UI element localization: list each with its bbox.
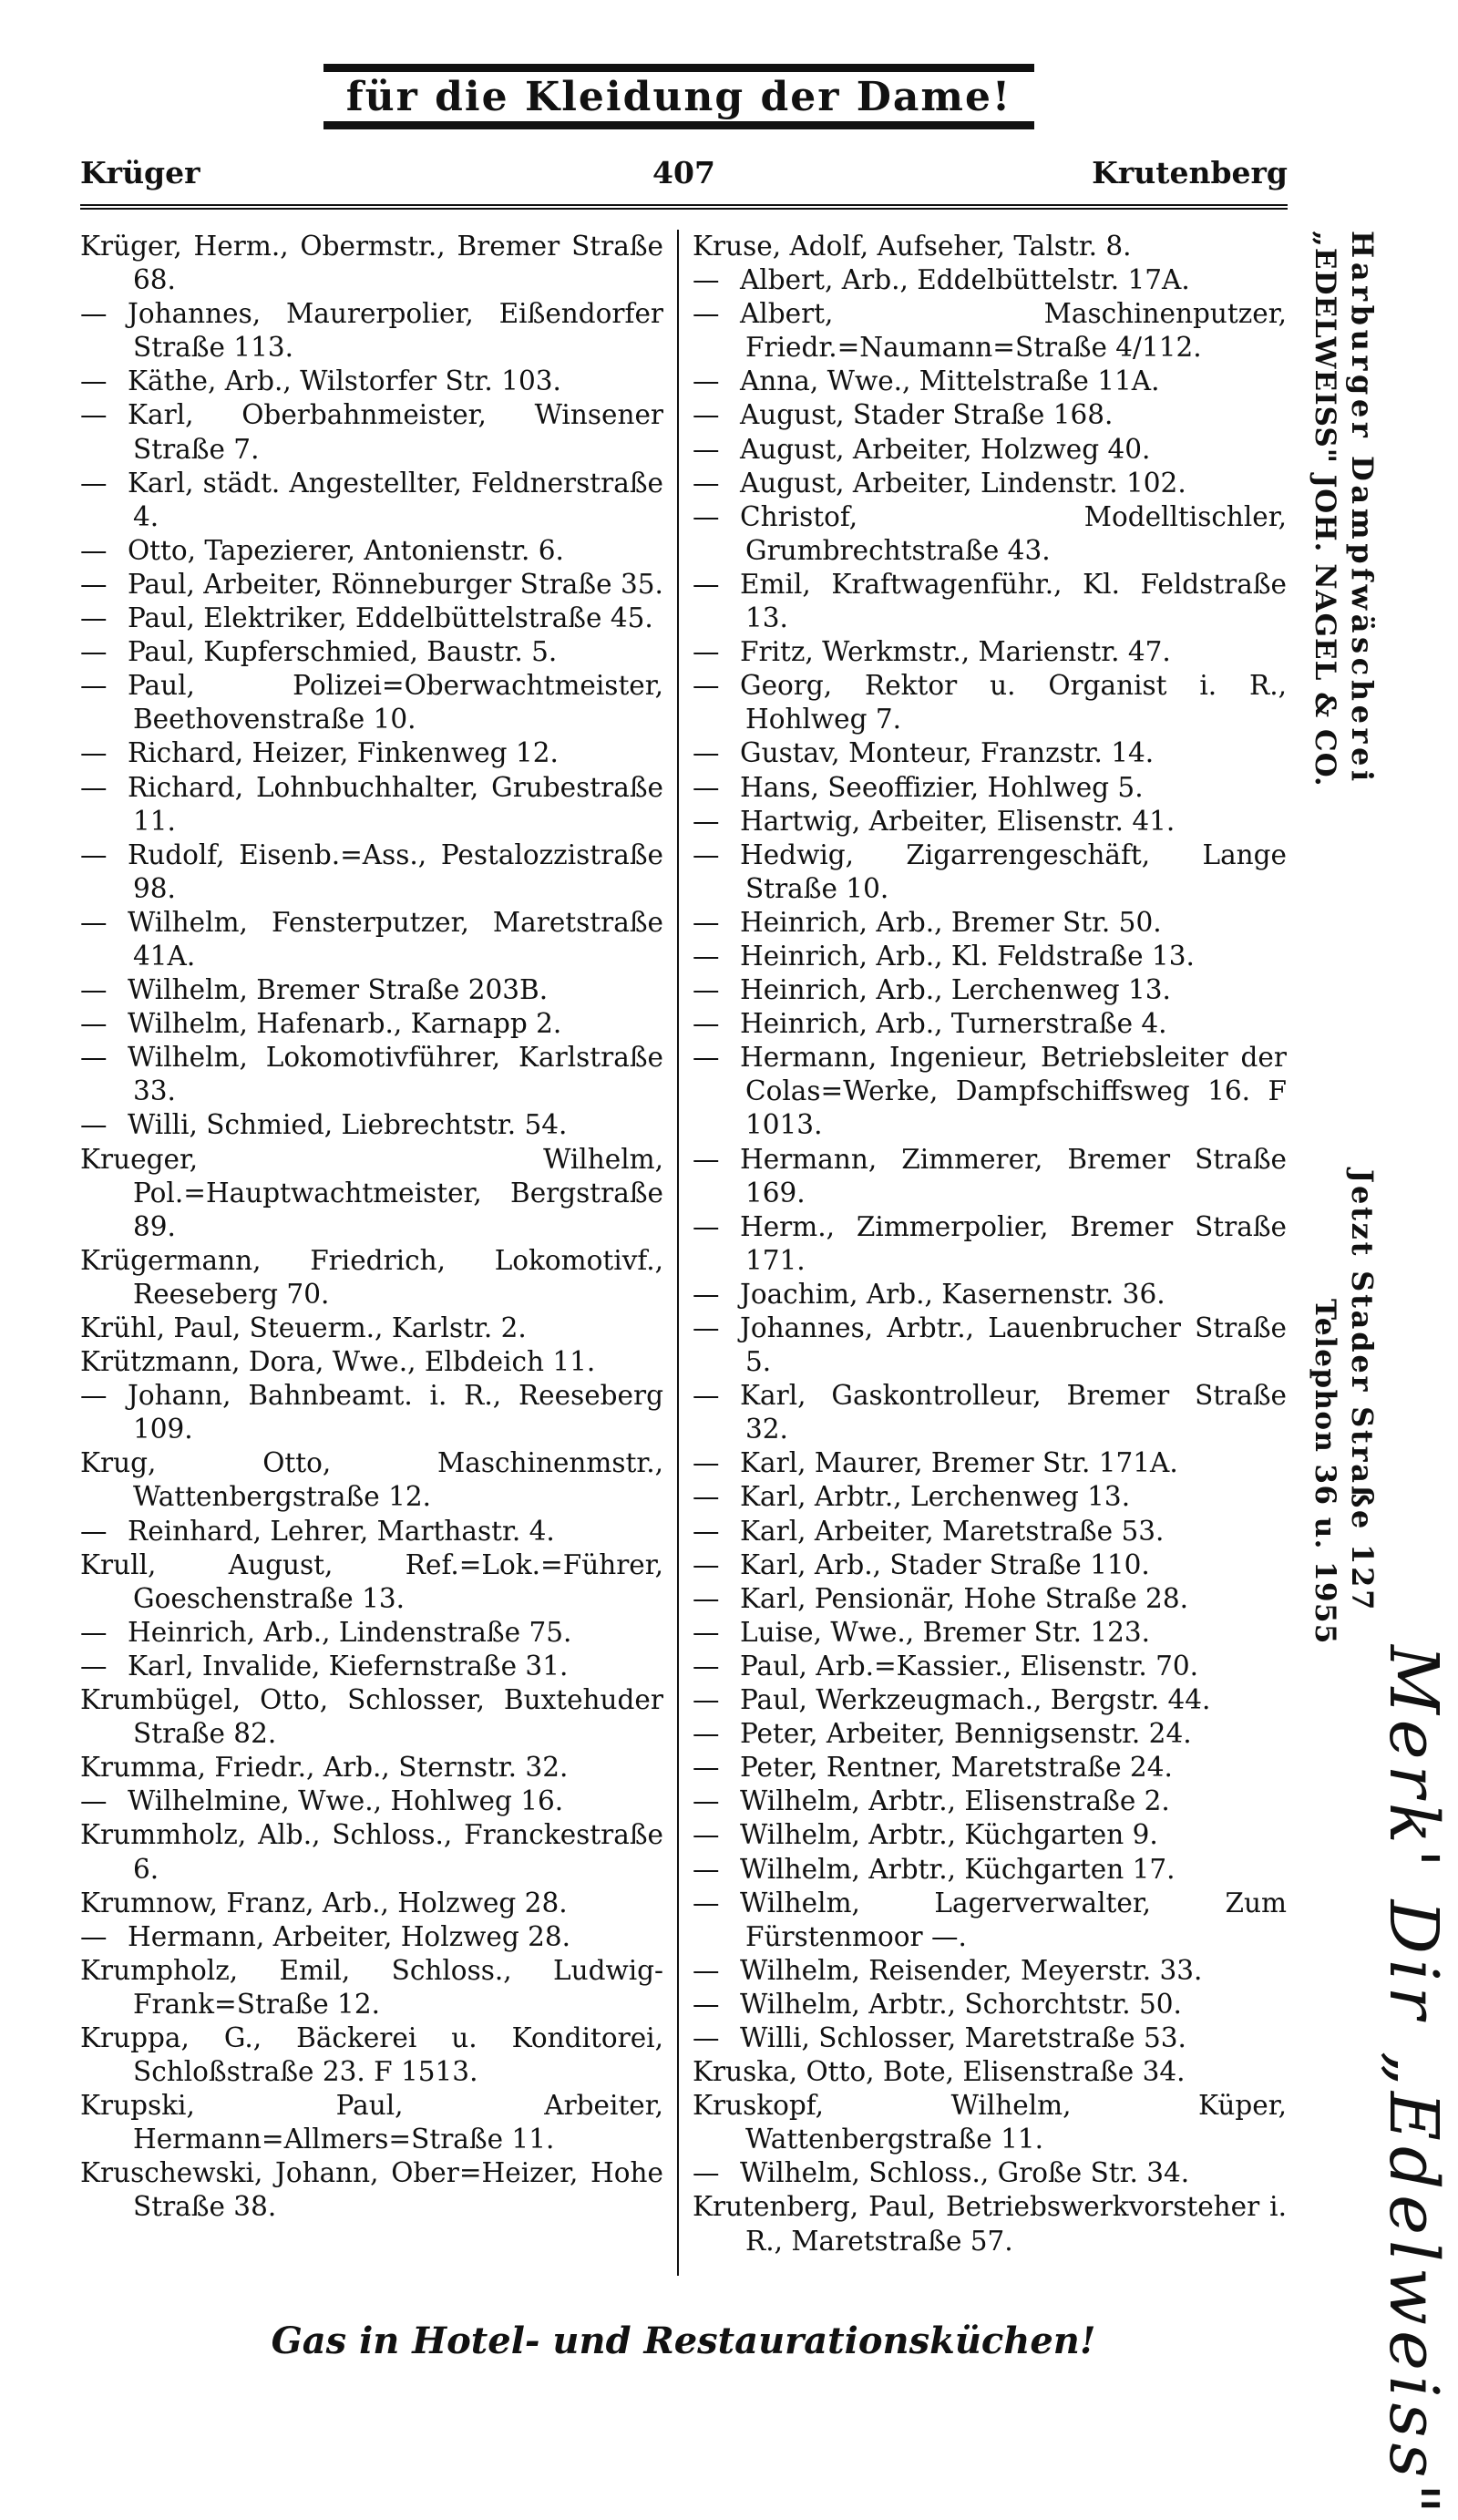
header-rule: [80, 204, 1288, 210]
entry-dash: —: [80, 1109, 108, 1141]
entry-text: Hermann, Arbeiter, Holzweg 28.: [128, 1920, 571, 1952]
side-ad-line-3: Jetzt Stader Straße 127: [1345, 1169, 1380, 1613]
directory-entry: [693, 1311, 1287, 1379]
entry-dash: —: [80, 1515, 108, 1547]
directory-entry: [693, 230, 1287, 263]
entry-text: Wilhelm, Lokomotivführer, Karlstraße 33.: [128, 1042, 663, 1107]
directory-entry: [80, 736, 663, 770]
entry-dash: —: [693, 2157, 720, 2189]
entry-text: Wilhelm, Schloss., Große Str. 34.: [740, 2157, 1190, 2189]
entry-text: Karl, Oberbahnmeister, Winsener Straße 7.: [128, 399, 663, 465]
directory-entry: [693, 1582, 1287, 1616]
directory-entry: [80, 1143, 663, 1244]
entry-text: Wilhelmine, Wwe., Hohlweg 16.: [128, 1785, 564, 1817]
entry-dash: —: [80, 534, 108, 566]
directory-entry: [693, 1548, 1287, 1582]
directory-entry: [80, 568, 663, 602]
entry-dash: —: [693, 1616, 720, 1648]
entry-text: Krühl, Paul, Steuerm., Karlstr. 2.: [80, 1312, 527, 1343]
directory-entry: [693, 838, 1287, 906]
column-divider: [677, 230, 679, 2276]
directory-entry: [693, 2156, 1287, 2190]
entry-text: Joachim, Arb., Kasernenstr. 36.: [740, 1278, 1165, 1310]
entry-text: Karl, Arbeiter, Maretstraße 53.: [740, 1515, 1165, 1547]
entry-dash: —: [693, 1819, 720, 1851]
entry-dash: —: [693, 940, 720, 972]
entry-text: Wilhelm, Hafenarb., Karnapp 2.: [128, 1008, 562, 1040]
directory-entry: [693, 940, 1287, 973]
entry-dash: —: [693, 805, 720, 837]
directory-entry: [693, 1210, 1287, 1278]
entry-dash: —: [693, 1988, 720, 2020]
entry-text: Willi, Schlosser, Maretstraße 53.: [740, 2021, 1186, 2053]
entry-dash: —: [80, 670, 108, 702]
entry-dash: —: [693, 1684, 720, 1716]
directory-entry: [80, 1108, 663, 1142]
header-first-entry: Krüger: [80, 155, 200, 190]
entry-text: August, Arbeiter, Lindenstr. 102.: [740, 467, 1186, 499]
top-advertisement: [323, 64, 1034, 129]
directory-entry: [693, 1818, 1287, 1852]
entry-dash: —: [693, 399, 720, 431]
directory-entry: [80, 1244, 663, 1311]
entry-text: Paul, Elektriker, Eddelbüttelstraße 45.: [128, 602, 653, 634]
entry-dash: —: [693, 1954, 720, 1986]
directory-entry: [80, 1515, 663, 1548]
entry-dash: —: [693, 1853, 720, 1885]
entry-text: Krumnow, Franz, Arb., Holzweg 28.: [80, 1887, 568, 1918]
directory-entry: [693, 500, 1287, 568]
entry-text: Richard, Heizer, Finkenweg 12.: [128, 737, 559, 769]
entry-dash: —: [80, 1008, 108, 1040]
entry-text: Wilhelm, Arbtr., Küchgarten 17.: [740, 1853, 1176, 1885]
entry-dash: —: [693, 1582, 720, 1614]
entry-text: August, Stader Straße 168.: [740, 399, 1114, 431]
entry-text: Krupski, Paul, Arbeiter, Hermann=Allmers=Straße 11.: [80, 2090, 663, 2155]
entry-dash: —: [693, 974, 720, 1006]
directory-entry: [693, 1446, 1287, 1480]
directory-entry: [80, 906, 663, 973]
entry-text: Heinrich, Arb., Lerchenweg 13.: [740, 974, 1171, 1006]
entry-dash: —: [693, 1380, 720, 1412]
directory-entry: [693, 1650, 1287, 1683]
entry-dash: —: [693, 1785, 720, 1817]
entry-text: Gustav, Monteur, Franzstr. 14.: [740, 737, 1155, 769]
directory-entry: [693, 1853, 1287, 1887]
directory-entry: [80, 1920, 663, 1954]
entry-dash: —: [693, 1515, 720, 1547]
entry-text: Paul, Kupferschmied, Baustr. 5.: [128, 636, 558, 668]
directory-entry: [80, 2089, 663, 2156]
entry-text: Rudolf, Eisenb.=Ass., Pestalozzistraße 98.: [128, 838, 663, 904]
entry-dash: —: [693, 737, 720, 769]
directory-entry: [80, 1379, 663, 1446]
entry-dash: —: [693, 365, 720, 397]
entry-dash: —: [80, 467, 108, 499]
entry-dash: —: [693, 2021, 720, 2053]
directory-entry: [693, 1887, 1287, 1954]
directory-entry: [693, 635, 1287, 669]
entry-dash: —: [80, 636, 108, 668]
directory-entry: [693, 1988, 1287, 2021]
entry-text: Wilhelm, Bremer Straße 203B.: [128, 974, 549, 1006]
entry-text: Christof, Modelltischler, Grumbrechtstraße 43.: [740, 500, 1287, 566]
entry-text: Krumbügel, Otto, Schlosser, Buxtehuder Straße 82.: [80, 1684, 663, 1750]
entry-dash: —: [693, 1548, 720, 1580]
entry-dash: —: [693, 906, 720, 938]
entry-text: Karl, Invalide, Kiefernstraße 31.: [128, 1650, 569, 1682]
entry-dash: —: [693, 467, 720, 499]
side-ad-line-2: „EDELWEISS" JOH. NAGEL & CO.: [1309, 231, 1341, 787]
directory-entry: [693, 1515, 1287, 1548]
entry-text: Paul, Werkzeugmach., Bergstr. 44.: [740, 1684, 1211, 1716]
entry-text: Kruse, Adolf, Aufseher, Talstr. 8.: [693, 231, 1132, 262]
directory-entry: [693, 365, 1287, 398]
entry-text: Krutenberg, Paul, Betriebswerkvorsteher i. R., Maretstraße 57.: [693, 2191, 1287, 2257]
entry-dash: —: [693, 264, 720, 296]
entry-text: Heinrich, Arb., Kl. Feldstraße 13.: [740, 940, 1195, 972]
top-advertisement-text: für die Kleidung der Dame!: [345, 73, 1012, 120]
directory-entry: [693, 805, 1287, 838]
page-number: 407: [652, 155, 715, 190]
entry-text: Karl, Arb., Stader Straße 110.: [740, 1548, 1150, 1580]
directory-entry: [80, 635, 663, 669]
entry-text: Hermann, Zimmerer, Bremer Straße 169.: [740, 1143, 1287, 1209]
directory-entry: [693, 2089, 1287, 2156]
entry-dash: —: [80, 974, 108, 1006]
entry-dash: —: [693, 1278, 720, 1310]
entry-text: Albert, Arb., Eddelbüttelstr. 17A.: [740, 264, 1190, 296]
entry-dash: —: [693, 1312, 720, 1343]
entry-text: Peter, Arbeiter, Bennigsenstr. 24.: [740, 1718, 1192, 1750]
entry-dash: —: [693, 1752, 720, 1784]
entry-text: Kruschewski, Johann, Ober=Heizer, Hohe Straße 38.: [80, 2157, 663, 2223]
entry-text: Heinrich, Arb., Bremer Str. 50.: [740, 906, 1162, 938]
entry-text: Willi, Schmied, Liebrechtstr. 54.: [128, 1109, 568, 1141]
side-advertisement: [1301, 223, 1453, 2520]
directory-entry: [693, 906, 1287, 940]
entry-text: Heinrich, Arb., Lindenstraße 75.: [128, 1616, 572, 1648]
entry-text: Karl, städt. Angestellter, Feldnerstraße 4.: [128, 467, 663, 532]
entry-text: Paul, Arb.=Kassier., Elisenstr. 70.: [740, 1650, 1198, 1682]
entry-dash: —: [80, 399, 108, 431]
directory-entry: [80, 2156, 663, 2224]
entry-text: Wilhelm, Fensterputzer, Maretstraße 41A.: [128, 906, 663, 972]
entry-text: Peter, Rentner, Maretstraße 24.: [740, 1752, 1173, 1784]
entry-text: Johannes, Maurerpolier, Eißendorfer Straße 113.: [128, 298, 663, 364]
directory-entry: [693, 669, 1287, 736]
side-ad-line-4: Telephon 36 u. 1955: [1309, 1299, 1341, 1645]
directory-entry: [693, 1041, 1287, 1142]
directory-entry: [80, 1041, 663, 1108]
entry-text: Kruska, Otto, Bote, Elisenstraße 34.: [693, 2056, 1186, 2088]
directory-entry: [693, 1480, 1287, 1514]
entry-text: Paul, Polizei=Oberwachtmeister, Beethovenstraße 10.: [128, 670, 663, 735]
entry-text: Luise, Wwe., Bremer Str. 123.: [740, 1616, 1151, 1648]
directory-entry: [693, 467, 1287, 500]
entry-dash: —: [80, 1920, 108, 1952]
entry-text: Anna, Wwe., Mittelstraße 11A.: [740, 365, 1160, 397]
entry-dash: —: [693, 1447, 720, 1479]
directory-entry: [80, 1785, 663, 1818]
directory-entry: [80, 1616, 663, 1650]
entry-text: Krumma, Friedr., Arb., Sternstr. 32.: [80, 1752, 569, 1784]
entry-text: Karl, Arbtr., Lerchenweg 13.: [740, 1481, 1131, 1513]
directory-entry: [80, 1345, 663, 1379]
directory-entry: [80, 1954, 663, 2021]
entry-text: Krug, Otto, Maschinenmstr., Wattenbergstraße 12.: [80, 1447, 663, 1513]
entry-dash: —: [693, 298, 720, 330]
entry-text: Krützmann, Dora, Wwe., Elbdeich 11.: [80, 1346, 596, 1378]
side-ad-slogan: Merk' Dir „Edelweiss": [1374, 1645, 1453, 2520]
side-ad-line-1: Harburger Dampfwäscherei: [1345, 231, 1380, 786]
directory-entry: [80, 1887, 663, 1920]
directory-entry: [80, 1751, 663, 1785]
entry-dash: —: [80, 737, 108, 769]
entry-dash: —: [80, 602, 108, 634]
entry-dash: —: [693, 1887, 720, 1918]
directory-entry: [80, 602, 663, 635]
entry-dash: —: [80, 1380, 108, 1412]
entry-text: Krügermann, Friedrich, Lokomotivf., Reeseberg 70.: [80, 1244, 663, 1310]
entry-dash: —: [80, 1650, 108, 1682]
entry-text: Heinrich, Arb., Turnerstraße 4.: [740, 1008, 1167, 1040]
entry-dash: —: [80, 906, 108, 938]
directory-entry: [693, 1007, 1287, 1041]
entry-text: Hedwig, Zigarrengeschäft, Lange Straße 10.: [740, 838, 1287, 904]
entry-text: August, Arbeiter, Holzweg 40.: [740, 433, 1151, 465]
entry-dash: —: [693, 433, 720, 465]
entry-dash: —: [693, 1143, 720, 1175]
directory-entry: [80, 534, 663, 568]
entry-text: Krueger, Wilhelm, Pol.=Hauptwachtmeister, Bergstraße 89.: [80, 1143, 663, 1242]
entry-text: Fritz, Werkmstr., Marienstr. 47.: [740, 636, 1171, 668]
entry-text: Herm., Zimmerpolier, Bremer Straße 171.: [740, 1210, 1287, 1276]
entry-text: Karl, Pensionär, Hohe Straße 28.: [740, 1582, 1188, 1614]
entry-text: Wilhelm, Lagerverwalter, Zum Fürstenmoor —.: [740, 1887, 1287, 1952]
entry-text: Karl, Gaskontrolleur, Bremer Straße 32.: [740, 1380, 1287, 1445]
directory-entry: [80, 230, 663, 297]
entry-dash: —: [693, 1210, 720, 1242]
entry-dash: —: [80, 365, 108, 397]
directory-entry: [80, 1548, 663, 1616]
directory-entry: [80, 1446, 663, 1514]
directory-entry: [693, 1751, 1287, 1785]
entry-dash: —: [693, 636, 720, 668]
running-header: [80, 155, 1288, 201]
directory-entry: [80, 297, 663, 365]
entry-dash: —: [80, 298, 108, 330]
entry-text: Hermann, Ingenieur, Betriebsleiter der Colas=Werke, Dampfschiffsweg 16. F 1013.: [740, 1042, 1287, 1141]
entry-text: Krüger, Herm., Obermstr., Bremer Straße 68.: [80, 231, 663, 296]
entry-text: Kruppa, G., Bäckerei u. Konditorei, Schloßstraße 23. F 1513.: [80, 2021, 663, 2088]
directory-entry: [693, 398, 1287, 432]
entry-dash: —: [693, 1008, 720, 1040]
entry-text: Krummholz, Alb., Schloss., Franckestraße 6.: [80, 1819, 663, 1885]
entry-text: Otto, Tapezierer, Antonienstr. 6.: [128, 534, 564, 566]
entry-dash: —: [693, 500, 720, 532]
directory-entry: [80, 467, 663, 534]
directory-entry: [693, 771, 1287, 805]
entry-text: Wilhelm, Arbtr., Schorchtstr. 50.: [740, 1988, 1182, 2020]
directory-entry: [693, 297, 1287, 365]
bottom-advertisement: Gas in Hotel- und Restaurationsküchen!: [271, 2319, 1096, 2362]
entry-dash: —: [80, 1616, 108, 1648]
directory-entry: [80, 1818, 663, 1886]
entry-text: Hans, Seeoffizier, Hohlweg 5.: [740, 771, 1144, 803]
entry-dash: —: [80, 771, 108, 803]
directory-entry: [693, 2190, 1287, 2258]
entry-text: Wilhelm, Arbtr., Elisenstraße 2.: [740, 1785, 1170, 1817]
entry-dash: —: [693, 1718, 720, 1750]
entry-dash: —: [693, 838, 720, 870]
entry-dash: —: [693, 670, 720, 702]
entry-dash: —: [693, 1650, 720, 1682]
directory-entry: [80, 973, 663, 1007]
entry-text: Emil, Kraftwagenführ., Kl. Feldstraße 13.: [740, 568, 1287, 634]
entry-text: Krull, August, Ref.=Lok.=Führer, Goeschenstraße 13.: [80, 1548, 663, 1614]
directory-entry: [693, 1616, 1287, 1650]
entry-text: Karl, Maurer, Bremer Str. 171A.: [740, 1447, 1178, 1479]
entry-text: Georg, Rektor u. Organist i. R., Hohlweg 7.: [740, 670, 1287, 735]
entry-text: Wilhelm, Reisender, Meyerstr. 33.: [740, 1954, 1203, 1986]
directory-entry: [80, 2021, 663, 2089]
entry-dash: —: [693, 1481, 720, 1513]
directory-entry: [693, 1683, 1287, 1717]
directory-entry: [80, 1683, 663, 1751]
entry-text: Käthe, Arb., Wilstorfer Str. 103.: [128, 365, 561, 397]
directory-entry: [693, 736, 1287, 770]
entry-dash: —: [693, 568, 720, 600]
entry-dash: —: [80, 1042, 108, 1074]
entry-text: Albert, Maschinenputzer, Friedr.=Naumann=Straße 4/112.: [740, 298, 1287, 364]
entry-text: Hartwig, Arbeiter, Elisenstr. 41.: [740, 805, 1176, 837]
directory-entry: [693, 568, 1287, 635]
directory-entry: [80, 1007, 663, 1041]
directory-entry: [80, 365, 663, 398]
entry-text: Johannes, Arbtr., Lauenbrucher Straße 5.: [740, 1312, 1287, 1378]
directory-entry: [80, 838, 663, 906]
directory-entry: [693, 2021, 1287, 2055]
directory-entry: [693, 1143, 1287, 1210]
header-last-entry: Krutenberg: [1092, 155, 1288, 190]
directory-entry: [693, 1717, 1287, 1751]
entry-text: Wilhelm, Arbtr., Küchgarten 9.: [740, 1819, 1158, 1851]
entry-text: Reinhard, Lehrer, Marthastr. 4.: [128, 1515, 555, 1547]
directory-entry: [80, 398, 663, 466]
directory-entry: [693, 973, 1287, 1007]
directory-entry: [693, 1278, 1287, 1311]
entry-dash: —: [693, 771, 720, 803]
directory-entry: [80, 669, 663, 736]
entry-text: Kruskopf, Wilhelm, Küper, Wattenbergstraße 11.: [693, 2090, 1287, 2155]
directory-entry: [693, 1379, 1287, 1446]
entry-text: Krumpholz, Emil, Schloss., Ludwig-Frank=Straße 12.: [80, 1954, 663, 2020]
entry-dash: —: [80, 1785, 108, 1817]
directory-entry: [80, 771, 663, 838]
directory-entry: [80, 1311, 663, 1345]
directory-entry: [693, 1954, 1287, 1988]
entry-dash: —: [80, 568, 108, 600]
directory-entry: [693, 433, 1287, 467]
directory-entry: [80, 1650, 663, 1683]
directory-entry: [693, 1785, 1287, 1818]
directory-entry: [693, 2055, 1287, 2089]
right-column: [693, 230, 1287, 2258]
entry-text: Johann, Bahnbeamt. i. R., Reeseberg 109.: [128, 1380, 663, 1445]
entry-dash: —: [693, 1042, 720, 1074]
directory-entry: [693, 263, 1287, 297]
entry-text: Richard, Lohnbuchhalter, Grubestraße 11.: [128, 771, 663, 837]
entry-text: Paul, Arbeiter, Rönneburger Straße 35.: [128, 568, 663, 600]
left-column: [80, 230, 663, 2225]
entry-dash: —: [80, 838, 108, 870]
